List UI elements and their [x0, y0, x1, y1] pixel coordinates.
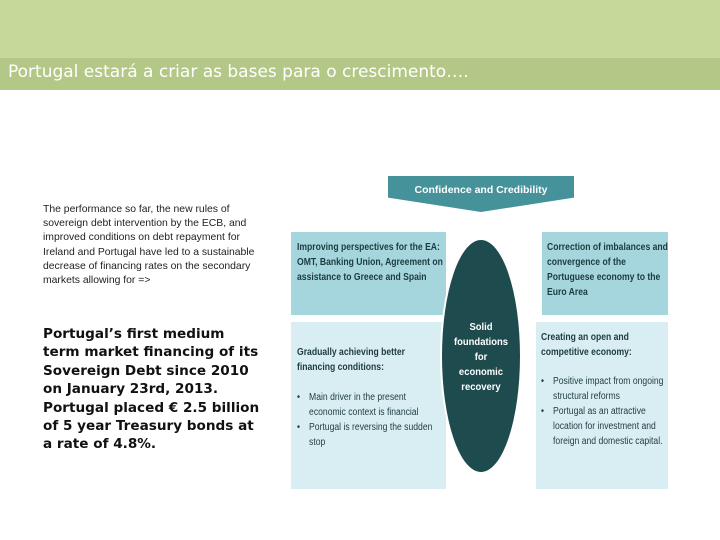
box-financing-conditions [291, 322, 446, 489]
financing-heading: Gradually achieving better financing conditions: [297, 347, 406, 373]
strategy-diagram [288, 174, 672, 492]
box-imbalances [542, 232, 668, 315]
box-competitive-economy [536, 322, 668, 489]
box-ea-perspectives [291, 232, 446, 315]
center-ellipse-label: Solid foundations for economic recovery [453, 321, 509, 393]
list-item: • Main driver in the present economic context is financial [297, 390, 445, 420]
box-ea-perspectives-text: Improving perspectives for the EA: OMT, Banking Union, Agreement on assistance to Greece and Spain [297, 242, 443, 283]
slide-title: Portugal estará a criar as bases para o crescimento…. [8, 62, 469, 82]
list-item: • Portugal as an attractive location for investment and foreign and domestic capital. [541, 404, 670, 449]
list-item: • Positive impact from ongoing structural reforms [541, 374, 670, 404]
list-item: • Portugal is reversing the sudden stop [297, 420, 445, 450]
competitive-heading: Creating an open and competitive economy: [541, 332, 632, 358]
highlight-paragraph: Portugal’s first medium term market financing of its Sovereign Debt since 2010 on January 23rd, 2013. Portugal placed € 2.5 billion of 5 year Treasury bonds at a rate of 4.8%. [43, 326, 260, 453]
intro-paragraph: The performance so far, the new rules of sovereign debt intervention by the ECB, and improved conditions on debt repayment for Ireland and Portugal have led to a sustainable decrease of financing rates on the secondary markets allowing for => [43, 204, 255, 287]
financing-bullets [297, 390, 445, 450]
competitive-bullets [541, 374, 670, 449]
box-imbalances-text: Correction of imbalances and convergence of the Portuguese economy to the Euro Area [547, 242, 668, 298]
banner-label: Confidence and Credibility [414, 184, 548, 196]
